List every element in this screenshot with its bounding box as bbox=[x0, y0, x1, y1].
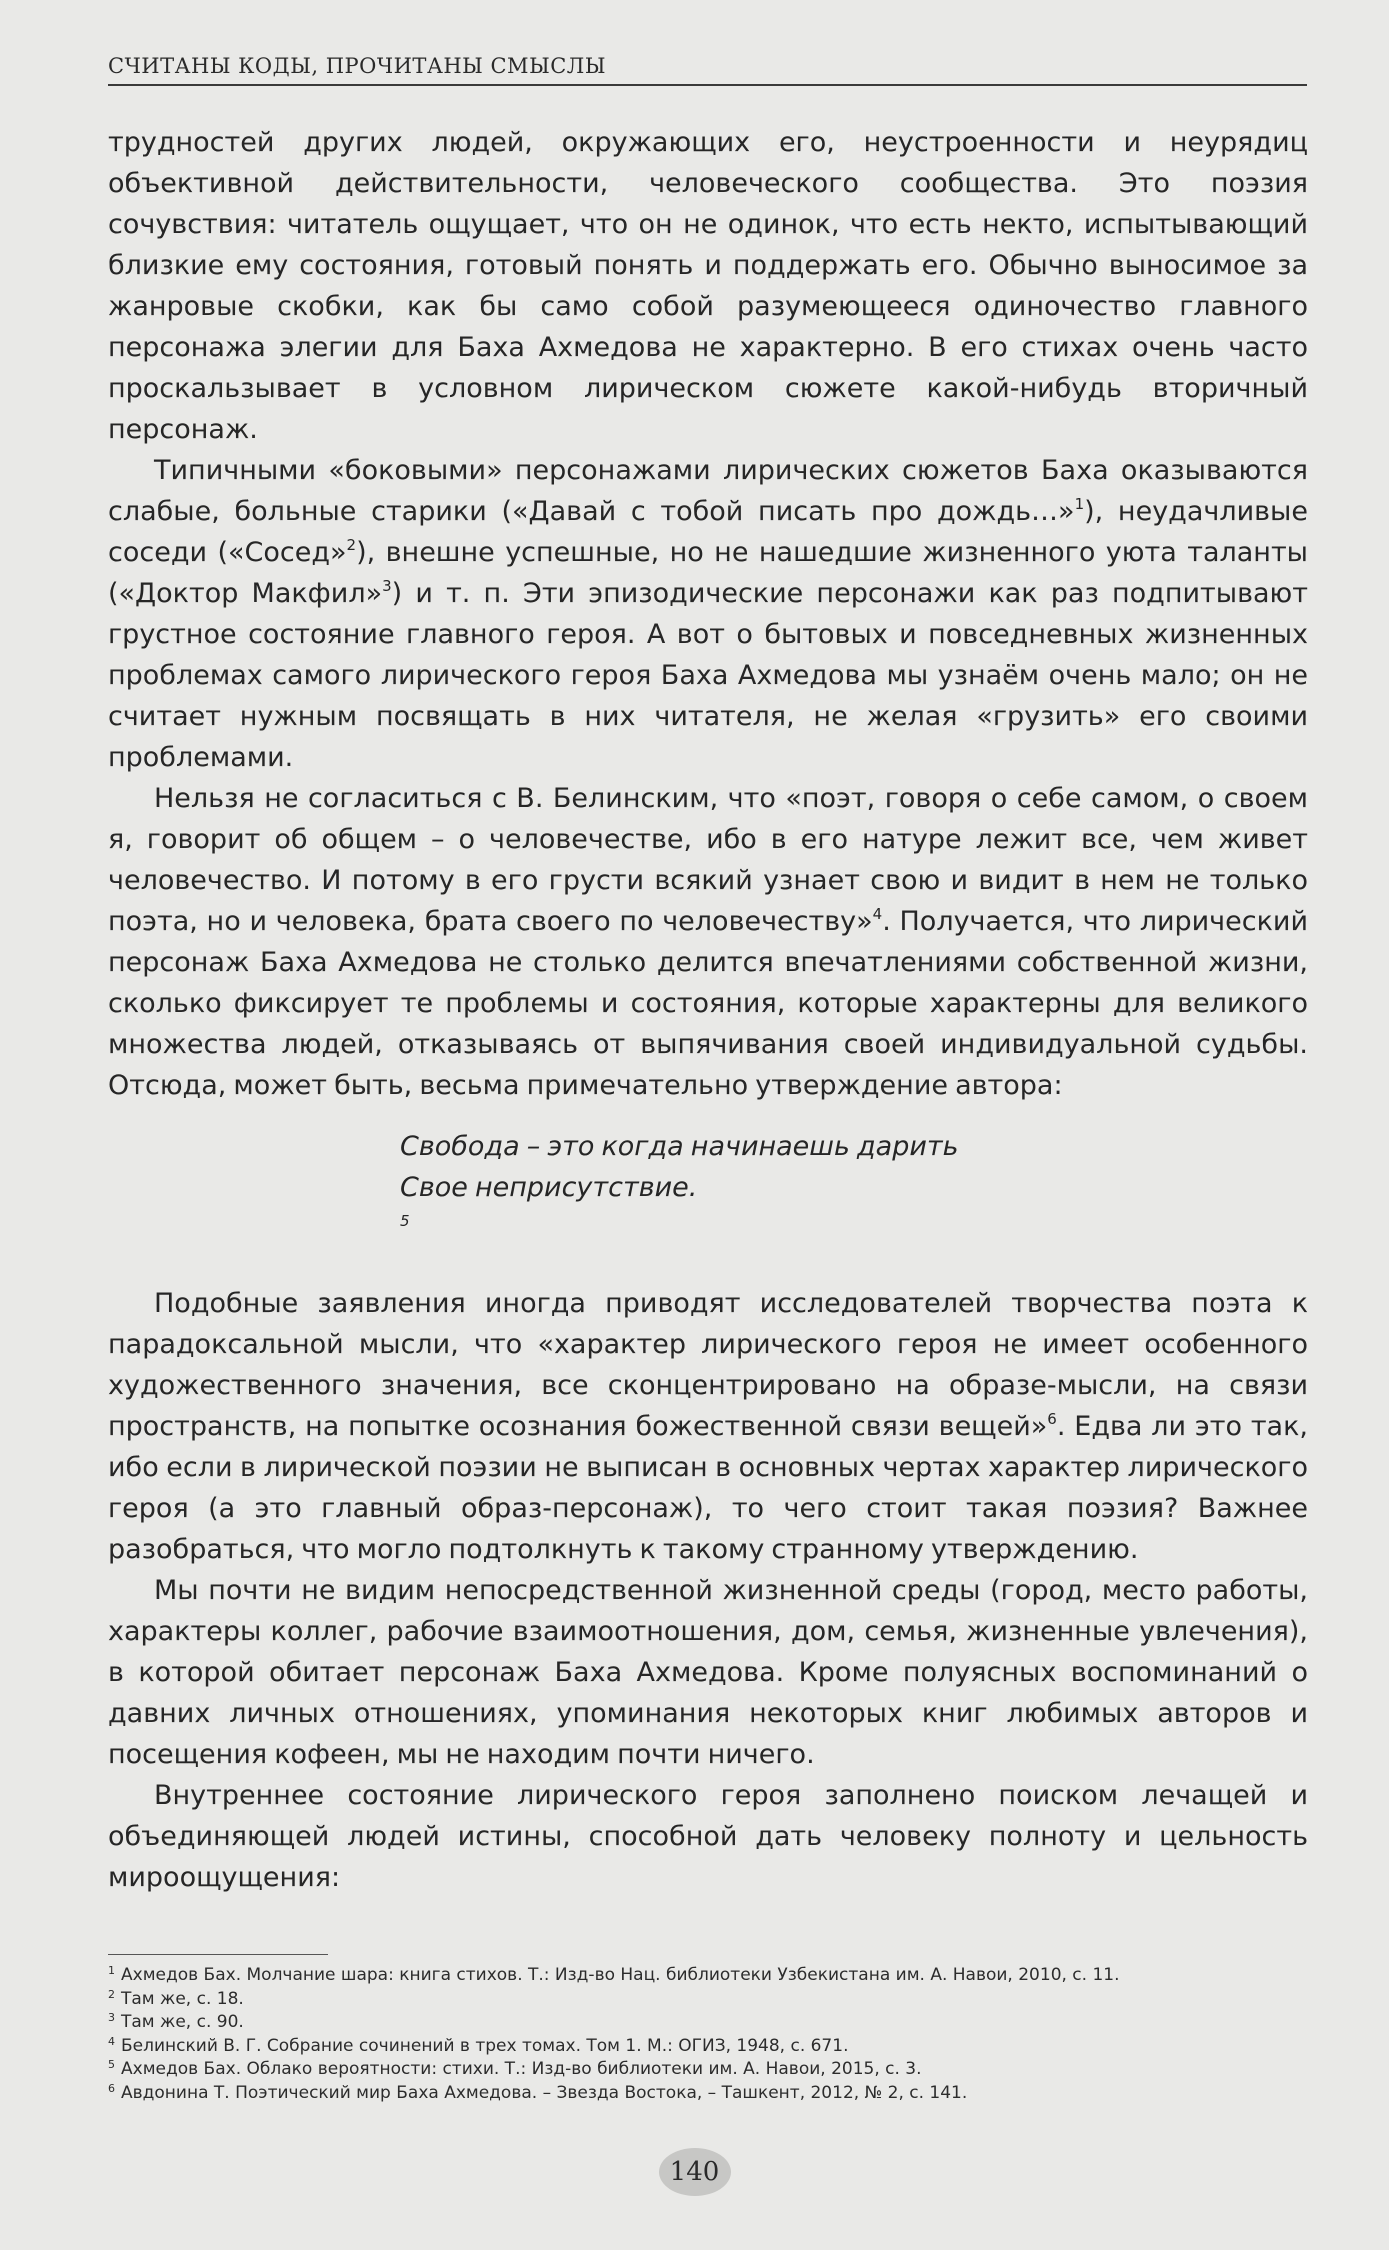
footnote-6 bbox=[108, 2082, 1308, 2106]
paragraph-2-part-b: ), неудачливые соседи («Сосед» bbox=[108, 496, 1308, 568]
verse-line-1: Свобода – это когда начинаешь дарить bbox=[400, 1131, 959, 1162]
footnote-ref-6[interactable]: 6 bbox=[1047, 1410, 1057, 1428]
footnote-number: 6 bbox=[108, 2081, 115, 2095]
footnote-text: Авдонина Т. Поэтический мир Баха Ахмедова. – Звезда Востока, – Ташкент, 2012, № 2, с. 141. bbox=[121, 2082, 968, 2103]
paragraph-2-part-d: ) и т. п. Эти эпизодические персонажи как раз подпитывают грустное состояние главного героя. А вот о бытовых и повседневных жизненных проблемах самого лирического героя Баха Ахмедова мы узнаём очень мало; он не считает нужным посвящать в них читателя, не желая «грузить» его своими проблемами. bbox=[108, 578, 1308, 773]
footnote-text: Ахмедов Бах. Облако вероятности: стихи. Т.: Изд-во библиотеки им. А. Навои, 2015, с. 3. bbox=[121, 2059, 922, 2079]
footnote-text: Белинский В. Г. Собрание сочинений в трех томах. Том 1. М.: ОГИЗ, 1948, с. 671. bbox=[121, 2035, 849, 2056]
paragraph-3-part-b: . Получается, что лирический персонаж Баха Ахмедова не столько делится впечатлениями собственной жизни, сколько фиксирует те проблемы и состояния, которые характерны для великого множества людей, отказываясь от выпячивания своей индивидуальной судьбы. Отсюда, может быть, весьма примечательно утверждение автора: bbox=[108, 906, 1308, 1101]
paragraph-2-part-a: Типичными «боковыми» персонажами лирических сюжетов Баха оказываются слабые, больные старики («Давай с тобой писать про дождь…» bbox=[108, 455, 1308, 527]
main-text bbox=[108, 122, 1308, 1898]
footnote-ref-2[interactable]: 2 bbox=[346, 536, 357, 554]
footnote-4 bbox=[108, 2035, 1308, 2059]
footnote-text: Там же, с. 18. bbox=[121, 1988, 244, 2009]
verse-line-2 bbox=[400, 1167, 1308, 1249]
footnote-text: Там же, с. 90. bbox=[121, 2012, 244, 2032]
footnote-number: 4 bbox=[108, 2034, 115, 2048]
page-number: 140 bbox=[659, 2148, 731, 2196]
footnote-ref-1[interactable]: 1 bbox=[1074, 495, 1085, 513]
paragraph-2-part-c: ), внешне успешные, но не нашедшие жизненного уюта таланты («Доктор Макфил» bbox=[108, 537, 1308, 609]
footnote-number: 3 bbox=[108, 2011, 115, 2024]
footnote-2 bbox=[108, 1988, 1308, 2012]
paragraph-4-part-b: . Едва ли это так, ибо если в лирической поэзии не выписан в основных чертах характер лирического героя (а это главный образ-персонаж), то чего стоит такая поэзия? Важнее разобраться, что могло подтолкнуть к такому странному утверждению. bbox=[108, 1411, 1308, 1565]
footnotes bbox=[108, 1964, 1308, 2105]
verse-line-2-text: Свое неприсутствие. bbox=[400, 1172, 698, 1203]
footnote-text: Ахмедов Бах. Молчание шара: книга стихов. Т.: Изд-во Нац. библиотеки Узбекистана им. А. Навои, 2010, с. 11. bbox=[121, 1965, 1120, 1985]
paragraph-5: Мы почти не видим непосредственной жизненной среды (город, место работы, характеры коллег, рабочие взаимоотношения, дом, семья, жизненные увлечения), в которой обитает персонаж Баха Ахмедова. Кроме полуясных воспоминаний о давних личных отношениях, упоминания некоторых книг любимых авторов и посещения кофеен, мы не находим почти ничего. bbox=[108, 1575, 1308, 1770]
paragraph-6: Внутреннее состояние лирического героя заполнено поиском лечащей и объединяющей людей истины, способной дать человеку полноту и цельность мироощущения: bbox=[108, 1780, 1308, 1893]
paragraph-3 bbox=[108, 778, 1308, 1106]
footnote-5 bbox=[108, 2058, 1308, 2082]
paragraph-4 bbox=[108, 1283, 1308, 1570]
footnote-ref-5[interactable]: 5 bbox=[400, 1212, 410, 1230]
verse-quote bbox=[400, 1126, 1308, 1249]
paragraph-4-part-a: Подобные заявления иногда приводят исследователей творчества поэта к парадоксальной мысли, что «характер лирического героя не имеет особенного художественного значения, все сконцентрировано на образе-мысли, на связи пространств, на попытке осознания божественной связи вещей» bbox=[108, 1288, 1308, 1442]
footnote-rule bbox=[108, 1954, 328, 1955]
footnote-ref-3[interactable]: 3 bbox=[382, 577, 392, 595]
footnote-1 bbox=[108, 1964, 1308, 1988]
footnote-number: 2 bbox=[108, 1987, 115, 2001]
paragraph-1: трудностей других людей, окружающих его, неустроенности и неурядиц объективной действительности, человеческого сообщества. Это поэзия сочувствия: читатель ощущает, что он не одинок, что есть некто, испытывающий близкие ему состояния, готовый понять и поддержать его. Обычно выносимое за жанровые скобки, как бы само собой разумеющееся одиночество главного персонажа элегии для Баха Ахмедова не характерно. В его стихах очень часто проскальзывает в условном лирическом сюжете какой-нибудь вторичный персонаж. bbox=[108, 127, 1308, 445]
paragraph-2 bbox=[108, 450, 1308, 778]
footnote-number: 1 bbox=[108, 1964, 115, 1977]
header-rule bbox=[108, 84, 1307, 86]
running-title: СЧИТАНЫ КОДЫ, ПРОЧИТАНЫ СМЫСЛЫ bbox=[108, 54, 606, 78]
footnote-3 bbox=[108, 2011, 1308, 2035]
footnote-ref-4[interactable]: 4 bbox=[872, 905, 883, 923]
footnote-number: 5 bbox=[108, 2058, 115, 2071]
paragraph-3-part-a: Нельзя не согласиться с В. Белинским, что «поэт, говоря о себе самом, о своем я, говорит об общем – о человечестве, ибо в его натуре лежит все, чем живет человечество. И потому в его грусти всякий узнает свою и видит в нем не только поэта, но и человека, брата своего по человечеству» bbox=[108, 783, 1308, 937]
